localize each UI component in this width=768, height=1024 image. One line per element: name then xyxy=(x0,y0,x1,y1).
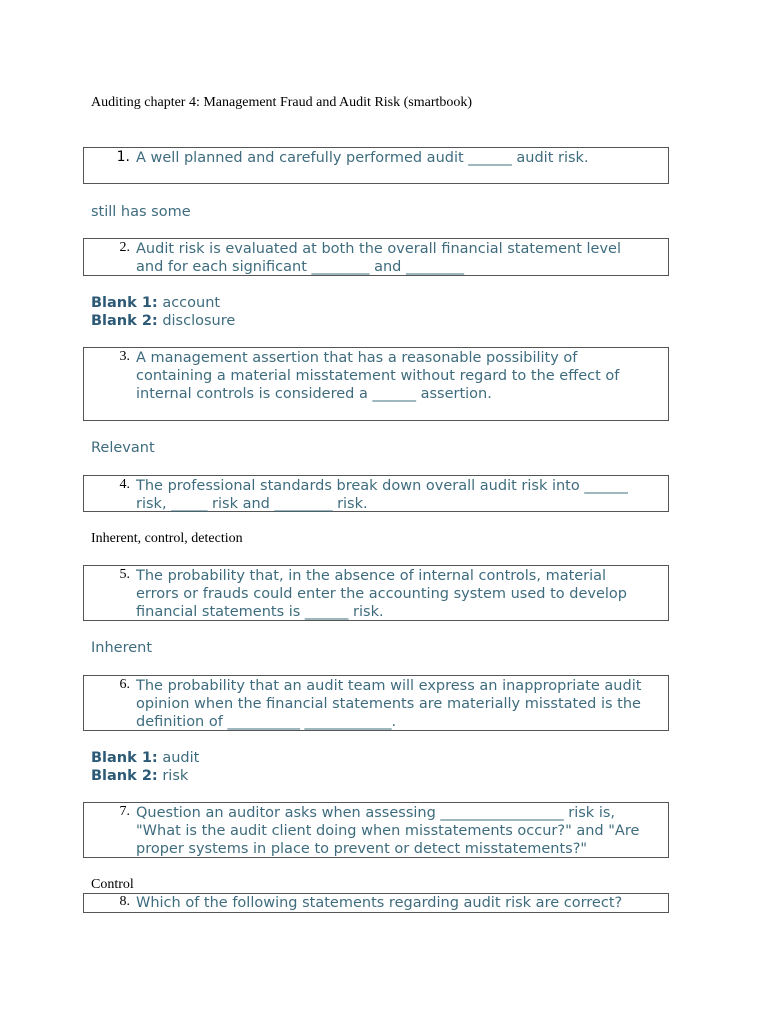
question-1-box xyxy=(83,147,669,184)
question-text: errors or frauds could enter the accounting system used to develop xyxy=(136,586,627,602)
question-6-box xyxy=(83,675,669,731)
question-text: The probability that, in the absence of internal controls, material xyxy=(136,568,607,584)
question-text: The professional standards break down overall audit risk into ______ xyxy=(136,478,628,494)
question-5-box xyxy=(83,565,669,621)
question-3-box xyxy=(83,347,669,421)
question-7-box xyxy=(83,802,669,858)
question-8-box xyxy=(83,893,669,913)
question-number: 6. xyxy=(119,677,130,692)
blank-label: Blank 1: xyxy=(91,750,158,766)
question-text: internal controls is considered a ______ assertion. xyxy=(136,386,492,402)
question-number: 5. xyxy=(119,567,130,582)
question-text: financial statements is ______ risk. xyxy=(136,604,384,620)
question-text: definition of __________ ____________. xyxy=(136,714,397,730)
question-text: containing a material misstatement without regard to the effect of xyxy=(136,368,620,384)
question-text: and for each significant ________ and ________ xyxy=(136,259,464,275)
question-number: 7. xyxy=(119,804,130,819)
blank-value: risk xyxy=(162,768,189,784)
document-title: Auditing chapter 4: Management Fraud and Audit Risk (smartbook) xyxy=(91,95,473,110)
question-text: risk, _____ risk and ________ risk. xyxy=(136,496,368,512)
question-4-box xyxy=(83,475,669,512)
question-text: proper systems in place to prevent or detect misstatements?" xyxy=(136,841,588,857)
answer-4: Inherent, control, detection xyxy=(91,531,243,546)
question-text: Question an auditor asks when assessing _________________ risk is, xyxy=(136,805,616,821)
question-number: 2. xyxy=(119,240,130,255)
question-text: A management assertion that has a reasonable possibility of xyxy=(136,350,578,366)
question-text: A well planned and carefully performed audit ______ audit risk. xyxy=(136,150,589,166)
answer-7: Control xyxy=(91,877,134,892)
question-text: Audit risk is evaluated at both the overall financial statement level xyxy=(136,241,621,257)
question-2-box xyxy=(83,238,669,276)
blank-label: Blank 2: xyxy=(91,768,158,784)
blank-label: Blank 1: xyxy=(91,295,158,311)
answer-6 xyxy=(91,749,199,785)
answer-2 xyxy=(91,294,235,330)
blank-value: audit xyxy=(162,750,200,766)
answer-3: Relevant xyxy=(91,440,155,456)
answer-1: still has some xyxy=(91,204,191,220)
blank-value: account xyxy=(162,295,221,311)
question-text: opinion when the financial statements are materially misstated is the xyxy=(136,696,641,712)
question-text: Which of the following statements regarding audit risk are correct? xyxy=(136,895,623,911)
question-number: 4. xyxy=(119,477,130,492)
question-number: 1. xyxy=(116,149,130,165)
answer-5: Inherent xyxy=(91,640,153,656)
question-number: 8. xyxy=(119,894,130,909)
question-number: 3. xyxy=(119,349,130,364)
blank-label: Blank 2: xyxy=(91,313,158,329)
blank-value: disclosure xyxy=(162,313,236,329)
question-text: The probability that an audit team will express an inappropriate audit xyxy=(136,678,642,694)
question-text: "What is the audit client doing when misstatements occur?" and "Are xyxy=(136,823,640,839)
